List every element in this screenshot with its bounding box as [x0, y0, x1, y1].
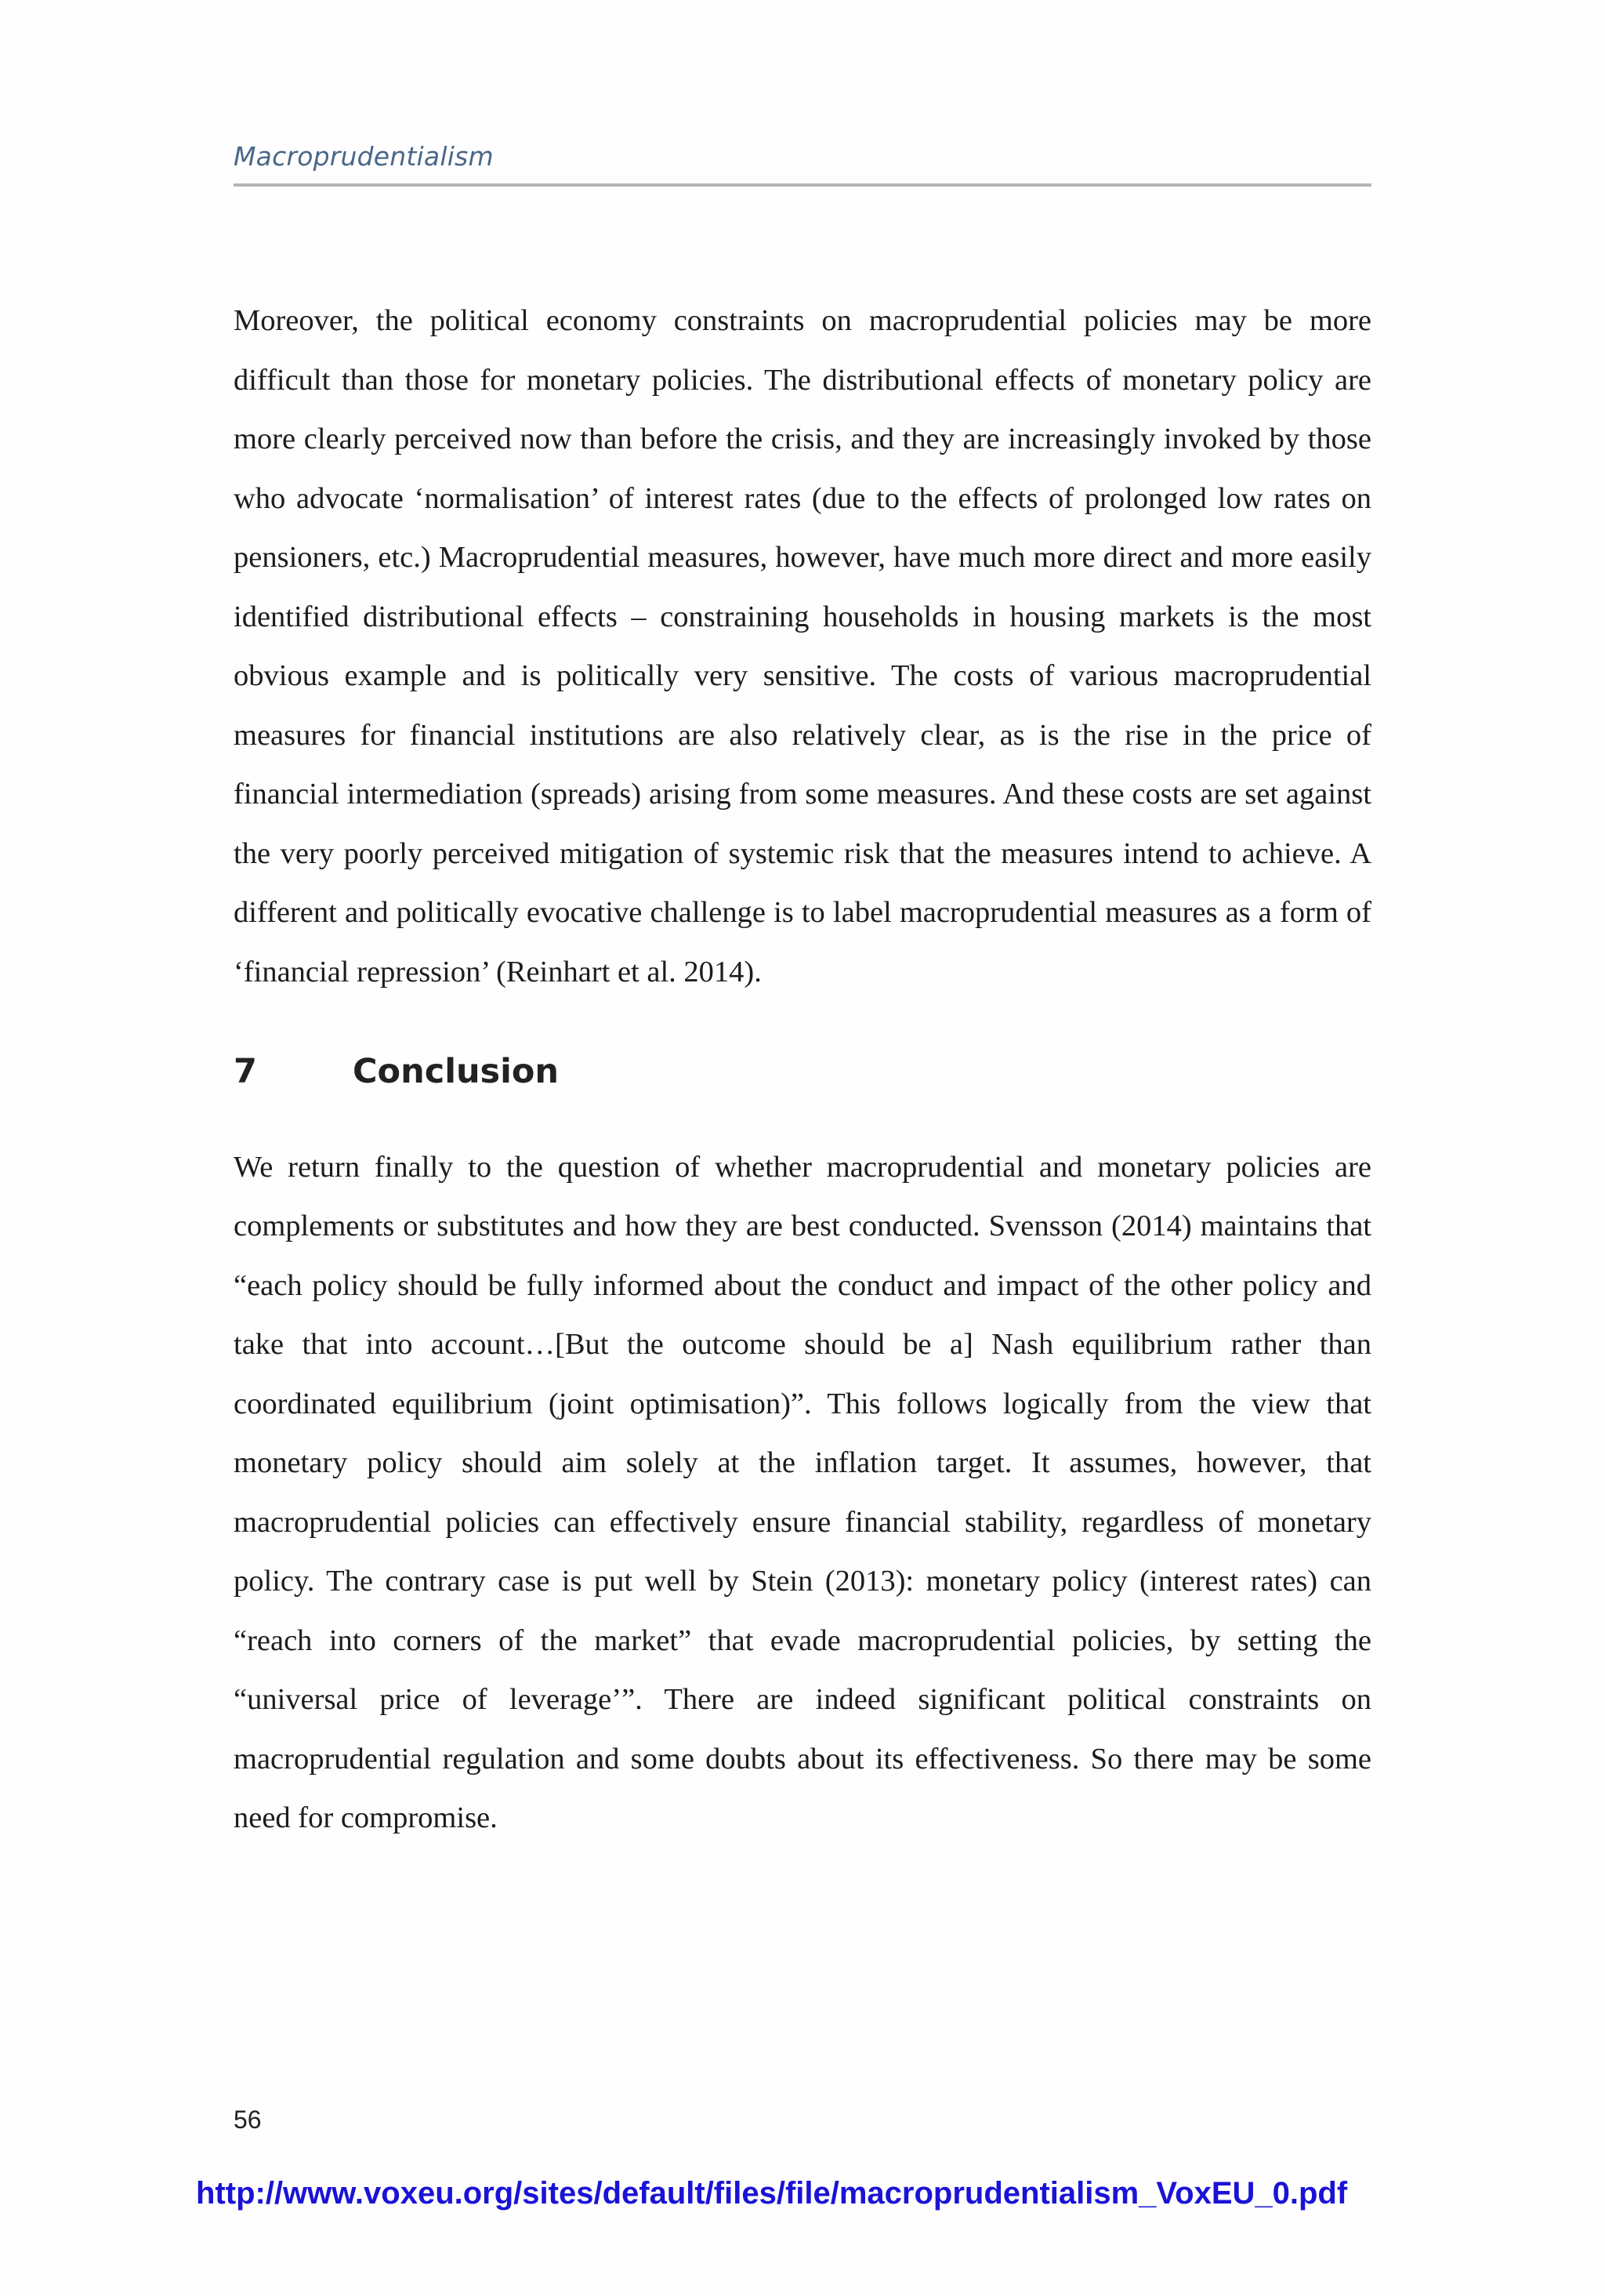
running-header: Macroprudentialism — [234, 141, 494, 172]
source-url-link[interactable]: http://www.voxeu.org/sites/default/files/file/macroprudentialism_VoxEU_0.pdf — [196, 2176, 1348, 2211]
page-number: 56 — [234, 2106, 262, 2134]
section-title: Conclusion — [353, 1052, 560, 1091]
header-divider — [234, 183, 1371, 187]
page-content — [234, 292, 1371, 1848]
section-number: 7 — [234, 1052, 257, 1091]
body-paragraph-2: We return finally to the question of whether macroprudential and monetary policies are complements or substitutes and how they are best conducted. Svensson (2014) maintains that “each policy should be fully informed about the conduct and impact of the other policy and take that into account…[But the outcome should be a] Nash equilibrium rather than coordinated equilibrium (joint optimisation)”. This follows logically from the view that monetary policy should aim solely at the inflation target. It assumes, however, that macroprudential policies can effectively ensure financial stability, regardless of monetary policy. The contrary case is put well by Stein (2013): monetary policy (interest rates) can “reach into corners of the market” that evade macroprudential policies, by setting the “universal price of leverage’”. There are indeed significant political constraints on macroprudential regulation and some doubts about its effectiveness. So there may be some need for compromise. — [234, 1150, 1371, 1835]
body-paragraph-1: Moreover, the political economy constraints on macroprudential policies may be more difficult than those for monetary policies. The distributional effects of monetary policy are more clearly perceived now than before the crisis, and they are increasingly invoked by those who advocate ‘normalisation’ of interest rates (due to the effects of prolonged low rates on pensioners, etc.) Macroprudential measures, however, have much more direct and more easily identified distributional effects – constraining households in housing markets is the most obvious example and is politically very sensitive. The costs of various macroprudential measures for financial institutions are also relatively clear, as is the rise in the price of financial intermediation (spreads) arising from some measures. And these costs are set against the very poorly perceived mitigation of systemic risk that the measures intend to achieve. A different and politically evocative challenge is to label macroprudential measures as a form of ‘financial repression’ (Reinhart et al. 2014). — [234, 304, 1371, 988]
section-heading — [234, 1052, 1371, 1093]
